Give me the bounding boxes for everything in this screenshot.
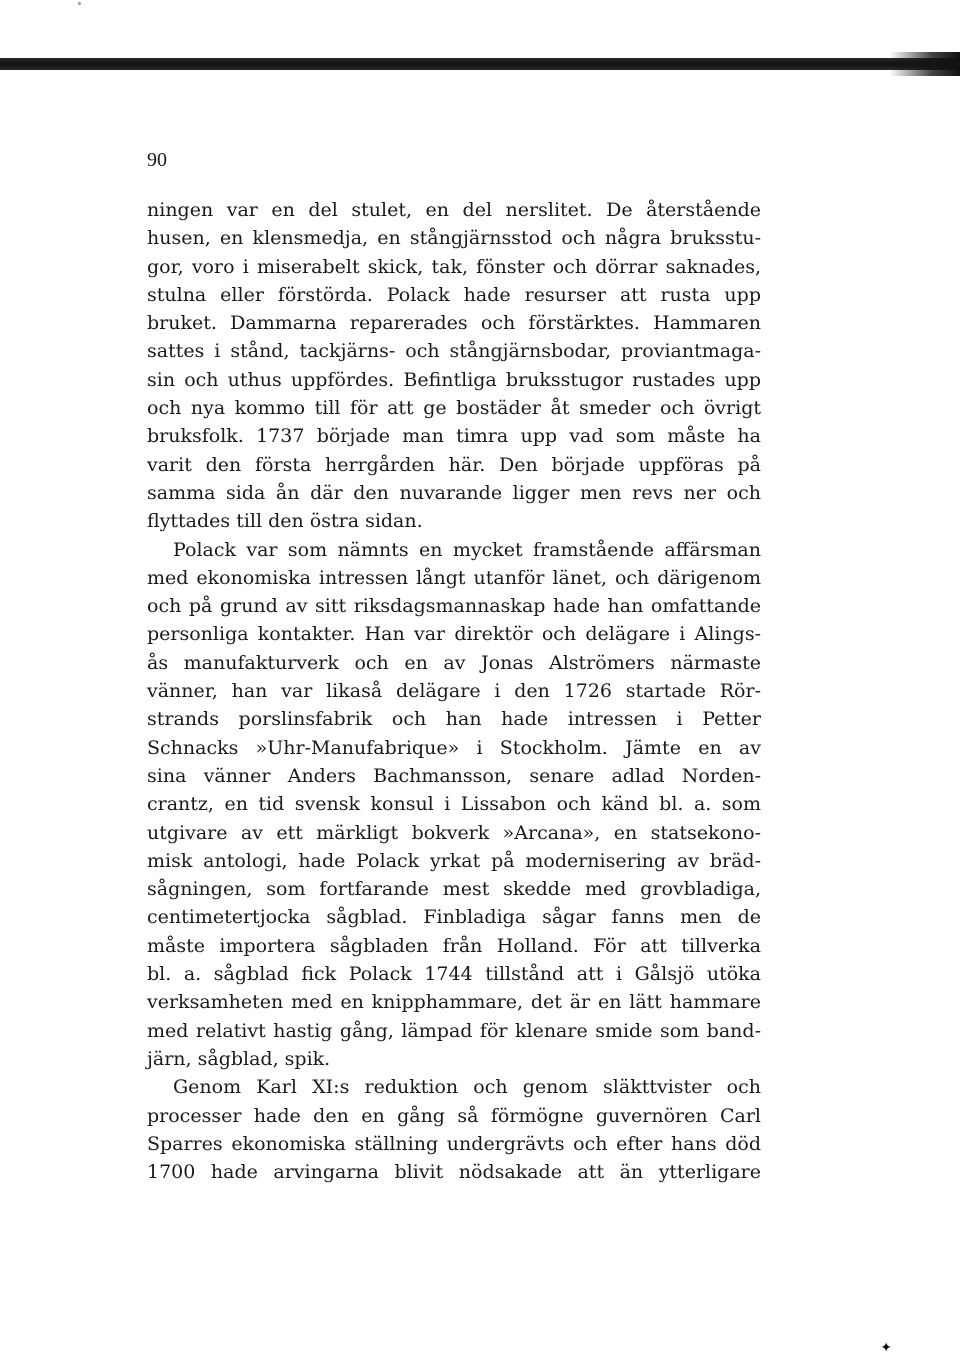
text-line: bruksfolk. 1737 började man timra upp vad som måste ha	[147, 425, 761, 448]
text-line: sin och uthus uppfördes. Befintliga bruksstugor rustades upp	[147, 368, 761, 391]
text-line: med ekonomiska intressen långt utanför länet, och därigenom	[147, 566, 761, 589]
text-line: måste importera sågbladen från Holland. För att tillverka	[147, 934, 761, 957]
text-line: och nya kommo till för att ge bostäder åt smeder och övrigt	[147, 397, 761, 420]
scan-edge-bar	[0, 58, 960, 70]
text-line: bruket. Dammarna reparerades och förstärktes. Hammaren	[147, 312, 761, 335]
scan-mark-icon: ✦	[880, 1340, 892, 1356]
text-line: husen, en klensmedja, en stångjärnsstod och några bruksstu-	[147, 227, 761, 250]
text-line: varit den första herrgården här. Den började uppföras på	[147, 453, 761, 476]
text-line: strands porslinsfabrik och han hade intressen i Petter	[147, 708, 761, 731]
text-line: Schnacks »Uhr-Manufabrique» i Stockholm. Jämte en av	[147, 736, 761, 759]
text-line: personliga kontakter. Han var direktör och delägare i Alings-	[147, 623, 761, 646]
text-line: stulna eller förstörda. Polack hade resurser att rusta upp	[147, 283, 761, 306]
text-line: och på grund av sitt riksdagsmannaskap hade han omfattande	[147, 595, 761, 618]
text-line: misk antologi, hade Polack yrkat på modernisering av bräd-	[147, 849, 761, 872]
text-line: flyttades till den östra sidan.	[147, 510, 423, 533]
text-line: sågningen, som fortfarande mest skedde med grovbladiga,	[147, 878, 761, 901]
text-line: centimetertjocka sågblad. Finbladiga sågar fanns men de	[147, 906, 761, 929]
page-number: 90	[147, 149, 167, 171]
text-line: bl. a. sågblad fick Polack 1744 tillstånd att i Gålsjö utöka	[147, 963, 761, 986]
text-line: med relativt hastig gång, lämpad för klenare smide som band-	[147, 1019, 761, 1042]
text-line: verksamheten med en knipphammare, det är en lätt hammare	[147, 991, 761, 1014]
paragraph-start-line: Genom Karl XI:s reduktion och genom släkttvister och	[173, 1076, 761, 1099]
text-line: processer hade den en gång så förmögne guvernören Carl	[147, 1104, 761, 1127]
text-line: sina vänner Anders Bachmansson, senare adlad Norden-	[147, 764, 761, 787]
text-line: sattes i stånd, tackjärns- och stångjärnsbodar, proviantmaga-	[147, 340, 761, 363]
text-line: 1700 hade arvingarna blivit nödsakade att än ytterligare	[147, 1161, 761, 1184]
text-line: samma sida ån där den nuvarande ligger men revs ner och	[147, 481, 761, 504]
body-text	[147, 196, 761, 1186]
paragraph-start-line: Polack var som nämnts en mycket framstående affärsman	[173, 538, 761, 561]
text-line: gor, voro i miserabelt skick, tak, fönster och dörrar saknades,	[147, 255, 761, 278]
text-line: ås manufakturverk och en av Jonas Alströmers närmaste	[147, 651, 761, 674]
text-line: ningen var en del stulet, en del nerslitet. De återstående	[147, 199, 761, 221]
scan-speck	[78, 2, 81, 5]
text-line: utgivare av ett märkligt bokverk »Arcana», en statsekono-	[147, 821, 761, 844]
text-line: crantz, en tid svensk konsul i Lissabon och känd bl. a. som	[147, 793, 761, 816]
text-line: vänner, han var likaså delägare i den 1726 startade Rör-	[147, 680, 761, 703]
text-line: Sparres ekonomiska ställning undergrävts och efter hans död	[147, 1132, 761, 1155]
text-line: järn, sågblad, spik.	[147, 1047, 331, 1070]
